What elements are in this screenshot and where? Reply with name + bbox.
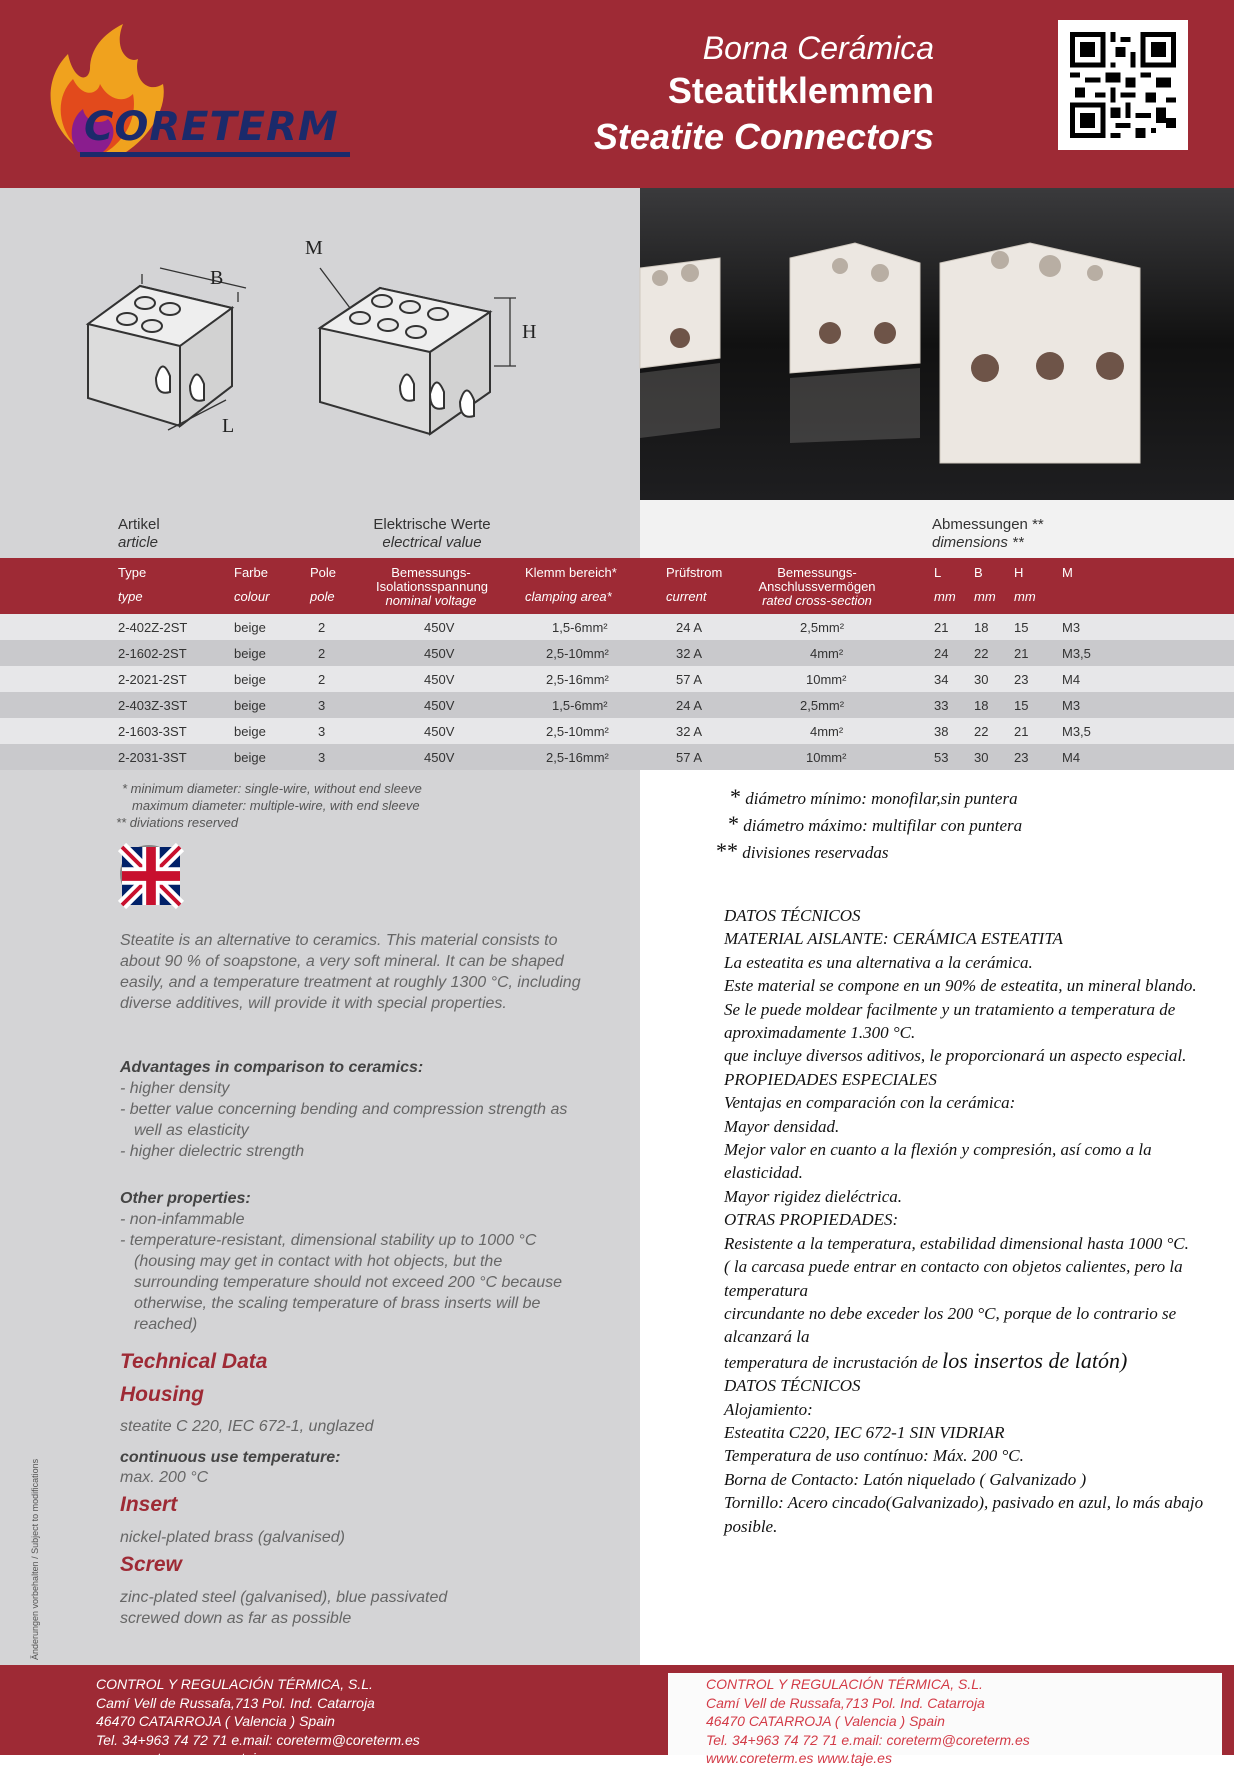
product-photo <box>640 188 1234 500</box>
col-pole: Pole pole <box>310 565 337 604</box>
col-current: Prüfstrom current <box>666 565 723 604</box>
title-german: Steatitklemmen <box>667 70 934 111</box>
col-m: M <box>1062 565 1073 580</box>
table-row: 2-402Z-2ST beige 2 450V 1,5-6mm² 24 A 2,5mm² 21 18 15 M3 <box>0 614 1234 640</box>
col-clamping: Klemm bereich* clamping area* <box>525 565 617 604</box>
table-footnotes: * minimum diameter: single-wire, without end sleeve maximum diameter: multiple-wire, with end sleeve ** diviations reserved <box>116 781 422 830</box>
col-l: L mm <box>934 565 956 604</box>
english-column <box>0 770 640 1665</box>
col-b: B mm <box>974 565 996 604</box>
group-electrical: Elektrische Werte electrical value <box>373 516 491 551</box>
table-group-header <box>0 500 1234 558</box>
title-english: Steatite Connectors <box>593 116 934 157</box>
page-footer <box>0 1665 1234 1766</box>
page-header <box>0 0 1234 188</box>
insert-text: nickel-plated brass (galvanised) <box>120 1529 345 1546</box>
spanish-footnotes: * diámetro mínimo: monofilar,sin puntera * diámetro máximo: multifilar con puntera ** divisiones reservadas <box>716 784 1023 863</box>
continuous-temp-heading: continuous use temperature: <box>120 1449 341 1466</box>
logo-text: CORETERM <box>84 104 339 150</box>
dimension-h-label: H <box>522 321 537 343</box>
dimension-m-label: M <box>305 237 323 259</box>
col-type: Type type <box>118 565 147 604</box>
footer-contact-left: CONTROL Y REGULACIÓN TÉRMICA, S.L. Camí Vell de Russafa,713 Pol. Ind. Catarroja 46470 CATARROJA ( Valencia ) Spain Tel. 34+963 74 72 71 e.mail: coreterm@coreterm.es www.coreterm.es www.taje.es <box>96 1676 420 1766</box>
dimension-b-label: B <box>210 267 224 289</box>
col-cross-section: Bemessungs- Anschlussvermögen rated cross-section <box>758 565 876 608</box>
col-h: H mm <box>1014 565 1036 604</box>
group-article: Artikel article <box>118 516 160 551</box>
title-spanish: Borna Cerámica <box>702 30 934 66</box>
intro-paragraph: Steatite is an alternative to ceramics. This material consists to about 90 % of soapstone, a very soft mineral. It can be shaped easily, and a temperature treatment at roughly 1300 °C, including diverse additives, will provide it with special properties. <box>120 932 581 1012</box>
table-row: 2-2031-3ST beige 3 450V 2,5-16mm² 57 A 10mm² 53 30 23 M4 <box>0 744 1234 770</box>
uk-flag-icon <box>120 845 178 903</box>
steatite-connectors-image <box>640 188 1234 500</box>
insert-heading: Insert <box>120 1493 178 1516</box>
other-properties-block: Other properties: - non-infammable - temperature-resistant, dimensional stability up to 1000 °C (housing may get in contact with hot objects, but the surrounding temperature should not exceed 200 °C because otherwise, the scaling temperature of brass inserts will be reached) <box>120 1190 563 1333</box>
housing-text: steatite C 220, IEC 672-1, unglazed <box>120 1418 374 1435</box>
housing-heading: Housing <box>120 1383 204 1406</box>
footer-contact-right: CONTROL Y REGULACIÓN TÉRMICA, S.L. Camí Vell de Russafa,713 Pol. Ind. Catarroja 46470 CATARROJA ( Valencia ) Spain Tel. 34+963 74 72 71 e.mail: coreterm@coreterm.es www.coreterm.es www.taje.es <box>706 1676 1030 1766</box>
table-column-header <box>0 558 1234 614</box>
screw-text: zinc-plated steel (galvanised), blue passivated screwed down as far as possible <box>120 1589 448 1627</box>
dimension-l-label: L <box>222 415 235 437</box>
table-row: 2-2021-2ST beige 2 450V 2,5-16mm² 57 A 10mm² 34 30 23 M4 <box>0 666 1234 692</box>
table-row: 2-403Z-3ST beige 3 450V 1,5-6mm² 24 A 2,5mm² 33 18 15 M3 <box>0 692 1234 718</box>
qr-code-icon <box>1058 20 1188 150</box>
screw-heading: Screw <box>120 1553 182 1576</box>
technical-data-heading: Technical Data <box>120 1350 268 1373</box>
continuous-temp-text: max. 200 °C <box>120 1469 209 1486</box>
side-note: Änderungen vorbehalten / Subject to modifications <box>30 1458 40 1660</box>
table-row: 2-1603-3ST beige 3 450V 2,5-10mm² 32 A 4mm² 38 22 21 M3,5 <box>0 718 1234 744</box>
connector-drawing <box>0 188 640 500</box>
col-voltage: Bemessungs- Isolationsspannung nominal voltage <box>376 565 489 608</box>
advantages-block: Advantages in comparison to ceramics: - higher density - better value concerning bending and compression strength as well as elasticity - higher dielectric strength <box>120 1059 568 1160</box>
technical-drawing <box>0 188 640 500</box>
table-row: 2-1602-2ST beige 2 450V 2,5-10mm² 32 A 4mm² 24 22 21 M3,5 <box>0 640 1234 666</box>
header-titles <box>594 28 934 160</box>
group-dimensions: Abmessungen ** dimensions ** <box>932 516 1044 551</box>
table-body <box>0 614 1234 770</box>
spanish-technical-text: DATOS TÉCNICOS MATERIAL AISLANTE: CERÁMICA ESTEATITA La esteatita es una alternativa a la cerámica. Este material se compone en un 90% de esteatita, un mineral blando. Se le puede moldear facilmente y un tratamiento a temperatura de aproximadamente 1.300 °C. que incluye diversos aditivos, le proporcionará un aspecto especial. PROPIEDADES ESPECIALES Ventajas en comparación con la cerámica: Mayor densidad. Mejor valor en cuanto a la flexión y compresión, así como a la elasticidad. Mayor rigidez dieléctrica. OTRAS PROPIEDADES: Resistente a la temperatura, estabilidad dimensional hasta 1000 °C. ( la carcasa puede entrar en contacto con objetos calientes, pero la temperatura circundante no debe exceder los 200 °C, porque de lo contrario se alcanzará la temperatura de incrustación de los insertos de latón) DATOS TÉCNICOS Alojamiento: Esteatita C220, IEC 672-1 SIN VIDRIAR Temperatura de uso contínuo: Máx. 200 °C. Borna de Contacto: Latón niquelado ( Galvanizado ) Tornillo: Acero cincado(Galvanizado), pasivado en azul, lo más abajo posible. <box>724 906 1204 1536</box>
logo-underline <box>80 152 350 157</box>
col-colour: Farbe colour <box>234 565 270 604</box>
